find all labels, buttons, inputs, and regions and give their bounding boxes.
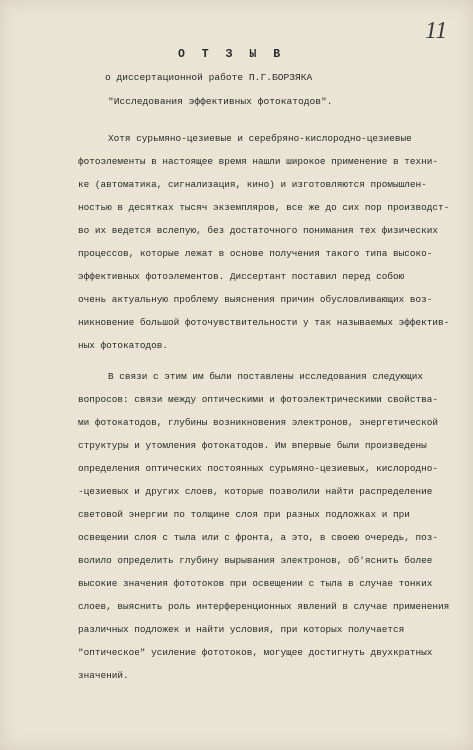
paragraph-2-line: значений. — [78, 670, 129, 681]
paragraph-1-line: никновение большой фоточувствительности у так называемых эффектив- — [78, 317, 450, 328]
paragraph-1-line: фотоэлементы в настоящее время нашли широкое применение в техни- — [78, 156, 439, 167]
paragraph-2-line: световой энергии по толщине слоя при разных подложках и при — [78, 509, 410, 520]
subtitle-line-2: "Исследования эффективных фотокатодов". — [108, 96, 333, 107]
paragraph-2-line: -цезиевых и других слоев, которые позволили найти распределение — [78, 486, 433, 497]
paragraph-2-line: освещении слоя с тыла или с фронта, а это, в своею очередь, поз- — [78, 532, 439, 543]
paragraph-2-line: ми фотокатодов, глубины возникновения электронов, энергетической — [78, 417, 439, 428]
paragraph-2-line: В связи с этим им были поставлены исследования следующих — [108, 371, 424, 382]
paragraph-2-line: высокие значения фототоков при освещении с тыла в случае тонких — [78, 578, 433, 589]
paragraph-1-line: во их ведется вслепую, без достаточного понимания тех физических — [78, 225, 439, 236]
paragraph-1-line: ке (автоматика, сигнализация, кино) и изготовляются промышлен- — [78, 179, 427, 190]
paragraph-2-line: вопросов: связи между оптическими и фотоэлектрическими свойства- — [78, 394, 439, 405]
paragraph-2-line: определения оптических постоянных сурьмяно-цезиевых, кислородно- — [78, 463, 439, 474]
paragraph-2-line: волило определить глубину вырывания электронов, об'яснить более — [78, 555, 433, 566]
document-title: О Т З Ы В — [178, 48, 286, 61]
paragraph-1-line: ных фотокатодов. — [78, 340, 169, 351]
paragraph-1-line: ностью в десятках тысяч экземпляров, все же до сих пор производст- — [78, 202, 450, 213]
paragraph-2-line: слоев, выяснить роль интерференционных явлений в случае применения — [78, 601, 450, 612]
paragraph-1-line: процессов, которые лежат в основе получения такого типа высоко- — [78, 248, 433, 259]
paragraph-2-line: структуры и утомления фотокатодов. Им впервые были произведены — [78, 440, 427, 451]
paragraph-1-line: очень актуальную проблему выяснения причин обусловливающих воз- — [78, 294, 433, 305]
subtitle-line-1: о диссертационной работе П.Г.БОРЗЯКА — [105, 72, 313, 83]
paragraph-2-line: "оптическое" усиление фототоков, могущее достигнуть двухкратных — [78, 647, 433, 658]
paragraph-1-line: Хотя сурьмяно-цезиевые и серебряно-кислородно-цезиевые — [108, 133, 412, 144]
page-number: 11 — [425, 18, 448, 44]
paragraph-2-line: различных подложек и найти условия, при которых получается — [78, 624, 405, 635]
paragraph-1-line: эффективных фотоэлементов. Диссертант поставил перед собою — [78, 271, 405, 282]
